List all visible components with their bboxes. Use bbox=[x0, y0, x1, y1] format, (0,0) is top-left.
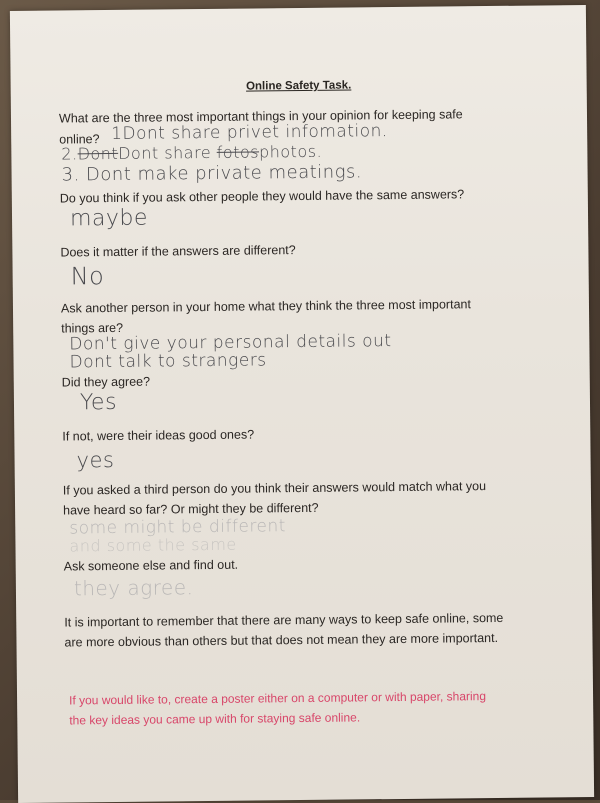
question-7-line-2: have heard so far? Or might they be different? bbox=[63, 500, 319, 518]
worksheet-title: Online Safety Task. bbox=[245, 79, 352, 93]
answer-1-line-2-struck: Dont bbox=[77, 143, 119, 164]
question-6: If not, were their ideas good ones? bbox=[62, 427, 255, 444]
question-4-line-2: things are? bbox=[61, 320, 124, 336]
question-1-line-2: online? bbox=[59, 132, 100, 147]
answer-1-line-2-end: photos. bbox=[258, 141, 323, 162]
question-5: Did they agree? bbox=[61, 374, 151, 390]
answer-5: Yes bbox=[79, 389, 118, 416]
answer-1-line-2-text: Dont share bbox=[118, 142, 212, 163]
worksheet-page bbox=[10, 5, 594, 803]
answer-1-line-2-struck-2: fotos bbox=[216, 142, 260, 162]
answer-1-line-2-number: 2. bbox=[61, 144, 78, 164]
poster-line-2: the key ideas you came up with for staying safe online. bbox=[69, 710, 361, 728]
closing-line-2: are more obvious than others but that does not mean they are more important. bbox=[64, 630, 499, 650]
answer-4-line-2: Dont talk to strangers bbox=[69, 350, 267, 373]
answer-1-line-3: 3. Dont make private meatings. bbox=[61, 161, 363, 186]
answer-1-line-1: 1Dont share privet infomation. bbox=[111, 121, 388, 144]
answer-1-line-2 bbox=[61, 142, 322, 164]
answer-8: they agree. bbox=[73, 575, 194, 601]
question-7-line-1: If you asked a third person do you think their answers would match what you bbox=[62, 479, 487, 498]
closing-line-1: It is important to remember that there are many ways to keep safe online, some bbox=[64, 610, 504, 630]
question-8: Ask someone else and find out. bbox=[63, 557, 239, 574]
question-4-line-1: Ask another person in your home what they think the three most important bbox=[60, 297, 471, 316]
answer-7-line-2: and some the same bbox=[69, 534, 237, 556]
answer-3: No bbox=[70, 262, 105, 291]
answer-6: yes bbox=[76, 447, 115, 473]
answer-7-line-1: some might be different bbox=[69, 516, 287, 539]
question-2: Do you think if you ask other people they would have the same answers? bbox=[59, 187, 465, 206]
answer-4-line-1: Don't give your personal details out bbox=[69, 331, 392, 355]
question-3: Does it matter if the answers are different? bbox=[60, 243, 296, 260]
poster-line-1: If you would like to, create a poster either on a computer or with paper, sharing bbox=[69, 689, 487, 708]
question-1-line-1: What are the three most important things in your opinion for keeping safe bbox=[58, 107, 463, 126]
answer-2: maybe bbox=[69, 205, 149, 232]
